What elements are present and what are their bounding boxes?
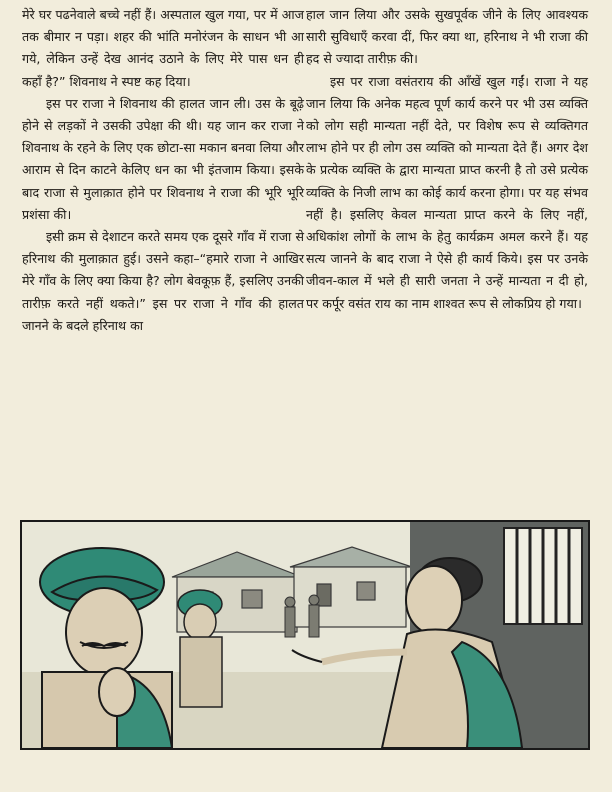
barred-window [504,528,582,624]
left-paragraph-2: इस पर राजा ने शिवनाथ की हालत जान ली। उस के बूढ़े होने से लड़कों ने उसकी उपेक्षा की थी। यह जान कर राजा ने शिवनाथ के रहने के लिए एक छोटा-सा मकान बनवा लिया और आराम से दिन काटने केलिए धन का भी इंतजाम किया। इसके बाद राजा से मुलाक़ात होने पर शिवनाथ ने राजा की भूरि भूरि प्रशंसा की। [22,95,304,222]
attendant-figure [178,590,222,707]
left-text-column [22,4,304,337]
right-paragraph-1: हाल जान लिया और उसके सुखपूर्वक जीने के लिए आवश्यक सारी सुविधाएँ करवा दीं, फिर क्या था, हरिनाथ ने भी राजा की हद से ज्यादा तारीफ़ की। [306,7,588,67]
right-text-column [306,4,588,315]
illustration-scene [22,522,588,748]
story-illustration [20,520,590,750]
left-paragraph-1: मेरे घर पढनेवाले बच्चे नहीं हैं। अस्पताल खुल गया, पर में आज तक बीमार न पड़ा। शहर की भांति मनोरंजन के साधन भी आ गये, लेकिन उन्हें देख आनंद उठाने के लिए मेरे पास धन ही कहाँ है?” शिवनाथ ने स्पष्ट कह दिया। [22,7,304,89]
left-paragraph-3: इसी क्रम से देशाटन करते समय एक दूसरे गाँव में राजा से हरिनाथ की मुलाक़ात हुई। उसने कहा–“हमारे राजा ने आखिर मेरे गाँव के लिए क्या किया है? लोग बेवकूफ़ हैं, इसलिए उनकी तारीफ़ करते नहीं थकते।” इस पर राजा ने गाँव की हालत जानने के बदले हरिनाथ का [22,229,304,333]
right-paragraph-2: इस पर राजा वसंतराय की आँखें खुल गईं। राजा ने यह जान लिया कि अनेक महत्व पूर्ण कार्य करने पर भी उस व्यक्ति को लोग सही मान्यता नहीं देते, पर विशेष रूप से व्यक्तिगत लाभ होने पर ही लोग उस व्यक्ति को मान्यता देते हैं। अगर देश के प्रत्येक व्यक्ति के द्वारा मान्यता प्राप्त करनी है तो उसे प्रत्येक व्यक्ति के निजी लाभ का कोई कार्य करना होगा। पर यह संभव नहीं है। इसलिए केवल मान्यता प्राप्त करने के लिए नहीं, अधिकांश लोगों के लाभ के हेतु कार्यक्रम अमल करने हैं। यह सत्य जानने के बाद राजा ने ऐसे ही कार्य किये। इस पर उनके जीवन-काल में भले ही सारी जनता ने उन्हें मान्यता न दी हो, पर कर्पूर वसंत राय का नाम शाश्वत रूप से लोकप्रिय हो गया। [306,73,588,311]
